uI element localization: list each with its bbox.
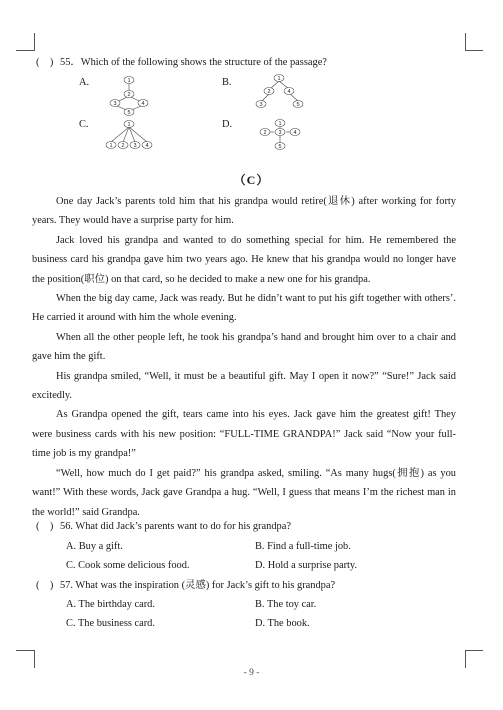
crop-mark-top-left-h (16, 50, 34, 51)
answer-blank[interactable]: ( ) (36, 57, 54, 68)
node-4: 4 (287, 89, 291, 95)
node-5: 5 (127, 110, 131, 116)
question-text: 55．Which of the following shows the structure of the passage? (60, 57, 327, 68)
node-2: 2 (263, 130, 267, 136)
crop-mark-top-right-v (465, 33, 466, 51)
node-3: 3 (259, 102, 263, 108)
option-a[interactable]: A. Buy a gift. (66, 541, 123, 552)
option-a[interactable]: A. The birthday card. (66, 599, 155, 610)
node-1: 1 (127, 122, 131, 128)
structure-diagram-b (252, 73, 306, 113)
node-3: 3 (133, 143, 137, 149)
question-55 (36, 53, 327, 72)
node-2: 2 (121, 143, 125, 149)
structure-diagram-a (104, 75, 154, 117)
option-c[interactable]: C. The business card. (66, 618, 155, 629)
option-b[interactable]: B. Find a full-time job. (255, 541, 351, 552)
structure-diagram-d (256, 117, 302, 155)
node-4: 4 (293, 130, 297, 136)
option-d[interactable]: D. Hold a surprise party. (255, 560, 358, 571)
option-c-label[interactable]: C. (79, 119, 89, 130)
paragraph: As Grandpa opened the gift, tears came into his eyes. Jack gave him the greatest gift! They were business cards with his new position: “FULL-TIME GRANDPA!” Jack said “Now your full-time job is my grandpa!” (32, 409, 456, 460)
node-1: 1 (277, 76, 281, 82)
question-56 (36, 517, 291, 536)
node-5: 5 (278, 144, 282, 150)
option-b[interactable]: B. The toy car. (255, 599, 317, 610)
node-1: 1 (278, 121, 282, 127)
question-57 (36, 576, 335, 595)
node-3: 3 (278, 130, 282, 136)
crop-mark-bottom-left-h (16, 650, 34, 651)
node-4: 4 (141, 101, 145, 107)
node-1: 1 (109, 143, 113, 149)
option-a-label[interactable]: A. (79, 77, 90, 88)
crop-mark-top-right-h (465, 50, 483, 51)
reading-passage (32, 192, 456, 522)
paragraph: Jack loved his grandpa and wanted to do something special for him. He remembered the business card his grandpa gave him two years ago. He knew that his grandpa would no longer have the position(职位) on that card, so he decided to make a new one for his grandpa. (32, 234, 456, 285)
question-text: 56. What did Jack’s parents want to do for his grandpa? (60, 521, 291, 532)
answer-blank[interactable]: ( ) (36, 580, 54, 591)
crop-mark-top-left-v (34, 33, 35, 51)
question-text: 57. What was the inspiration (灵感) for Jack’s gift to his grandpa? (60, 580, 336, 591)
crop-mark-bottom-right-h (465, 650, 483, 651)
option-d-label[interactable]: D. (222, 119, 233, 130)
option-b-label[interactable]: B. (222, 77, 232, 88)
structure-diagram-c (103, 118, 157, 152)
paragraph: “Well, how much do I get paid?” his grandpa asked, smiling. “As many hugs(拥抱) as you want!” With these words, Jack gave Grandpa a hug. “Well, I guess that means I’m the richest man in the world!” said Grandpa. (32, 467, 456, 518)
section-title: （C） (233, 173, 270, 187)
option-c[interactable]: C. Cook some delicious food. (66, 560, 190, 571)
paragraph: One day Jack’s parents told him that his grandpa would retire(退休) after working for forty years. They would have a surprise party for him. (32, 196, 456, 227)
option-d[interactable]: D. The book. (255, 618, 310, 629)
node-5: 5 (296, 102, 300, 108)
node-1: 1 (127, 78, 131, 84)
paragraph: His grandpa smiled, “Well, it must be a beautiful gift. May I open it now?” “Sure!” Jack said excitedly. (32, 370, 456, 402)
node-2: 2 (127, 92, 131, 98)
node-4: 4 (145, 143, 149, 149)
paragraph: When the big day came, Jack was ready. But he didn’t want to put his gift together with others’. He carried it around with him the whole evening. (32, 293, 456, 324)
node-3: 3 (113, 101, 117, 107)
page-number: - 9 - (243, 668, 260, 678)
node-2: 2 (267, 89, 271, 95)
paragraph: When all the other people left, he took his grandpa’s hand and brought him over to a chair and gave him the gift. (32, 331, 456, 363)
answer-blank[interactable]: ( ) (36, 521, 54, 532)
